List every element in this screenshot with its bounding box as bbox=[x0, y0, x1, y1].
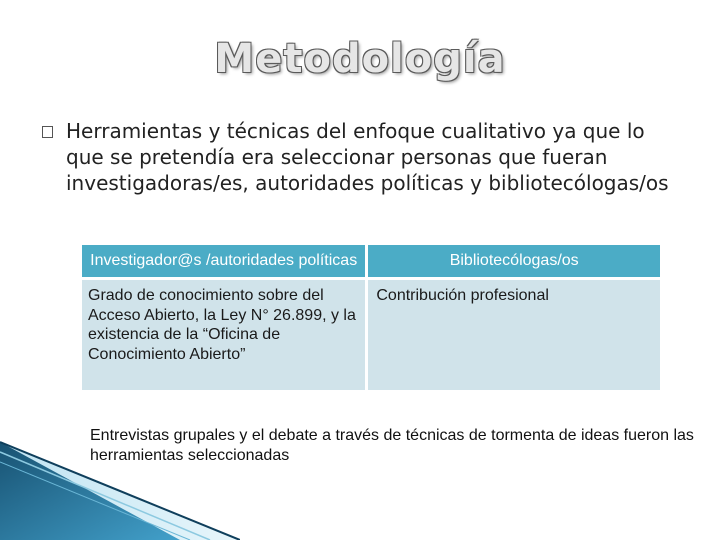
tools-note: Entrevistas grupales y el debate a través de técnicas de tormenta de ideas fueron las herramientas seleccionadas bbox=[90, 427, 694, 464]
table-cell-librarians: Contribución profesional bbox=[367, 279, 660, 391]
table-header-row bbox=[82, 245, 660, 279]
table-header-researchers: Investigador@s /autoridades políticas bbox=[82, 245, 367, 279]
table-header-librarians: Bibliotecólogas/os bbox=[367, 245, 660, 279]
table-row bbox=[82, 279, 660, 391]
decorative-corner-graphic bbox=[0, 440, 240, 540]
square-bullet-icon bbox=[42, 126, 53, 138]
bullet-item bbox=[42, 118, 682, 196]
table-cell-researchers: Grado de conocimiento sobre del Acceso Abierto, la Ley N° 26.899, y la existencia de la “Oficina de Conocimiento Abierto” bbox=[82, 279, 367, 391]
slide-title: Metodología bbox=[214, 36, 506, 82]
methodology-table bbox=[82, 245, 660, 390]
bullet-text: Herramientas y técnicas del enfoque cualitativo ya que lo que se pretendía era seleccionar personas que fueran investigadoras/es, autoridades políticas y bibliotecólogas/os bbox=[66, 119, 669, 195]
